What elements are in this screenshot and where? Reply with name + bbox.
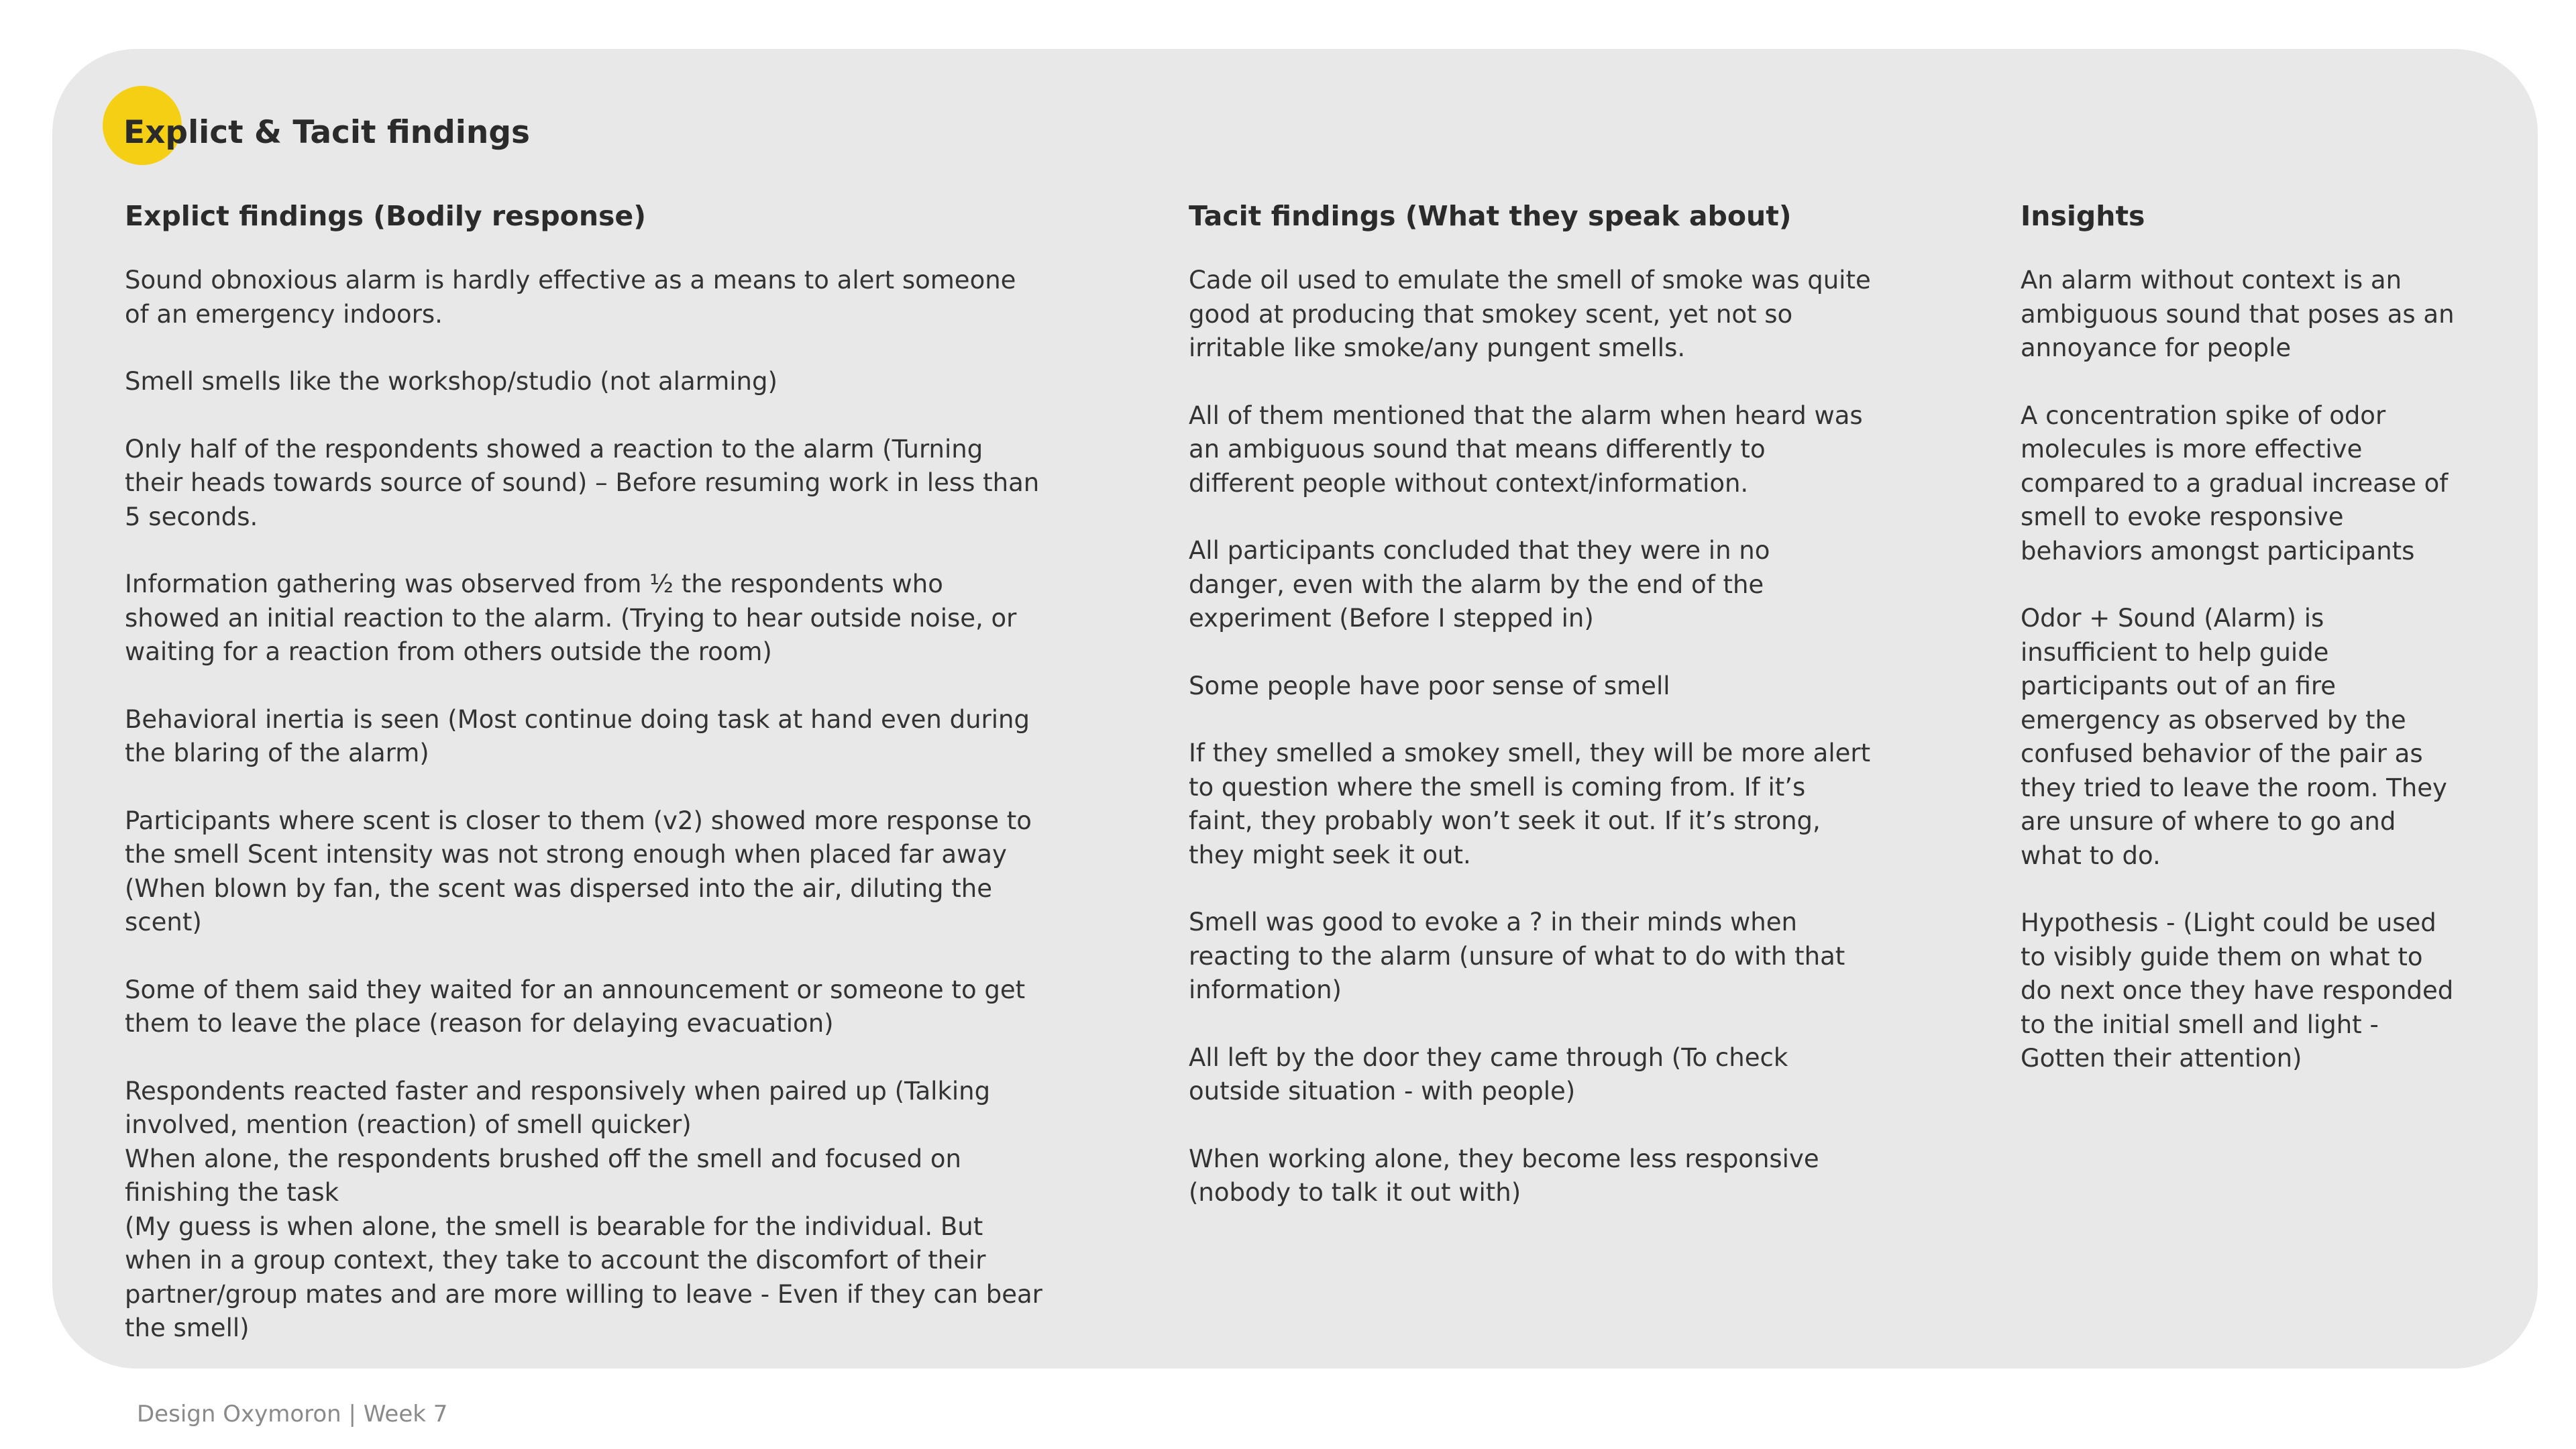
tacit-finding: All participants concluded that they were in no danger, even with the alarm by the end of the experiment (Before I stepped in) [1189,536,1770,633]
page-title: Explict & Tacit findings [123,114,530,151]
explicit-findings-column [125,199,1044,1346]
tacit-finding: Some people have poor sense of smell [1189,671,1670,700]
tacit-finding: If they smelled a smokey smell, they will be more alert to question where the smell is coming from. If it’s faint, they probably won’t seek it out. If it’s strong, they might seek it out. [1189,739,1871,869]
explicit-finding: Sound obnoxious alarm is hardly effective as a means to alert someone of an emergency indoors. [125,266,1016,329]
explicit-finding: Information gathering was observed from ½ the respondents who showed an initial reaction to the alarm. (Trying to hear outside noise, or waiting for a reaction from others outside the room) [125,570,1017,666]
footer-text: Design Oxymoron | Week 7 [137,1401,448,1428]
tacit-finding: Smell was good to evoke a ? in their minds when reacting to the alarm (unsure of what to do with that information) [1189,908,1845,1004]
tacit-findings-column [1189,199,1873,1244]
tacit-finding: All left by the door they came through (To check outside situation - with people) [1189,1042,1788,1106]
explicit-finding: Participants where scent is closer to them (v2) showed more response to the smell Scent intensity was not strong enough when placed far away (When blown by fan, the scent was dispersed into the air, diluting the scent) [125,806,1032,936]
explicit-finding: Respondents reacted faster and responsively when paired up (Talking involved, mention (reaction) of smell quicker) [125,1076,991,1139]
explicit-finding: When alone, the respondents brushed off the smell and focused on finishing the task [125,1144,961,1207]
insights-heading: Insights [2021,200,2145,232]
explicit-finding: Behavioral inertia is seen (Most continue doing task at hand even during the blaring of the alarm) [125,704,1030,767]
insight: An alarm without context is an ambiguous sound that poses as an annoyance for people [2021,266,2455,362]
insight: A concentration spike of odor molecules is more effective compared to a gradual increase of smell to evoke responsive behaviors amongst participants [2021,400,2449,566]
insight: Odor + Sound (Alarm) is insufficient to help guide participants out of an fire emergency as observed by the confused behavior of the pair as they tried to leave the room. They are unsure of where to go and what to do. [2021,604,2447,870]
insights-column [2021,199,2457,1110]
tacit-finding: When working alone, they become less responsive (nobody to talk it out with) [1189,1144,1819,1207]
tacit-finding: All of them mentioned that the alarm when heard was an ambiguous sound that means differently to different people without context/information. [1189,400,1863,498]
explicit-findings-heading: Explict findings (Bodily response) [125,200,646,232]
tacit-finding: Cade oil used to emulate the smell of smoke was quite good at producing that smokey scent, yet not so irritable like smoke/any pungent smells. [1189,266,1871,362]
insight: Hypothesis - (Light could be used to visibly guide them on what to do next once they have responded to the initial smell and light - Gotten their attention) [2021,908,2454,1073]
tacit-findings-heading: Tacit findings (What they speak about) [1189,200,1792,232]
explicit-finding: (My guess is when alone, the smell is bearable for the individual. But when in a group context, they take to account the discomfort of their partner/group mates and are more willing to leave - Even if they can bear the smell) [125,1212,1042,1342]
explicit-finding: Only half of the respondents showed a reaction to the alarm (Turning their heads towards source of sound) – Before resuming work in less than 5 seconds. [125,434,1040,531]
explicit-finding: Smell smells like the workshop/studio (not alarming) [125,367,777,396]
explicit-finding: Some of them said they waited for an announcement or someone to get them to leave the place (reason for delaying evacuation) [125,975,1026,1038]
